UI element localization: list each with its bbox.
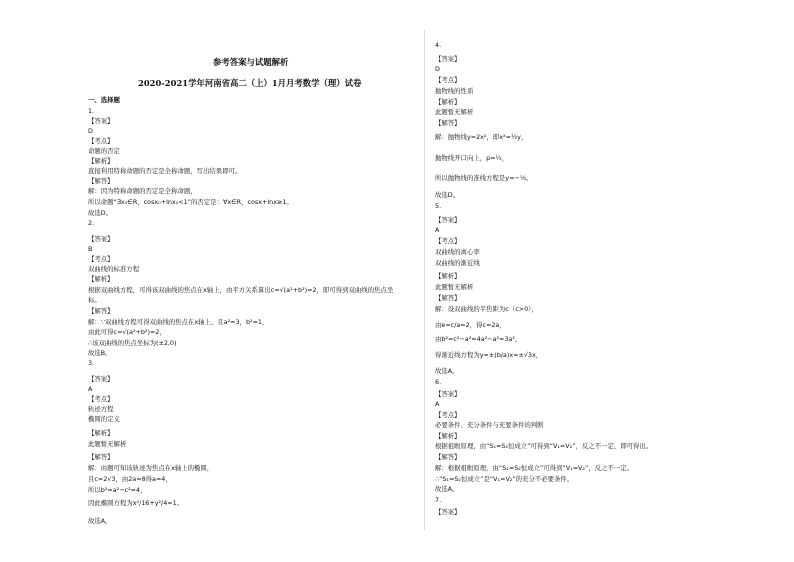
left-line: 此题暂无解析 [88, 440, 127, 448]
right-line: 【解答】 [435, 119, 461, 127]
left-line: 双曲线的标准方程 [88, 265, 140, 273]
left-line: 【考点】 [88, 395, 114, 403]
left-line: 标。 [88, 296, 101, 304]
left-line: 由此可得c=√(a²+b²)=2， [88, 328, 166, 336]
left-line: 根据双曲线方程，可得该双曲线的焦点在x轴上，由平方关系算出c=√(a²+b²)=2，即可得到双曲线的焦点坐 [88, 286, 394, 294]
left-line: D [88, 127, 93, 135]
right-line: 6. [435, 378, 442, 386]
left-line: 【考点】 [88, 137, 114, 145]
right-line: ∴“S₁=S₂恒成立”是“V₁=V₂”的充分不必要条件。 [435, 475, 574, 483]
left-line: 【解析】 [88, 275, 114, 283]
right-line: A [435, 400, 440, 408]
right-line: 解：抛物线y=2x²，即x²=½y， [435, 133, 528, 141]
right-line: 5. [435, 202, 442, 210]
left-line: B [88, 245, 93, 253]
left-line: 【解析】 [88, 157, 114, 165]
doc-title: 参考答案与试题解析 [213, 57, 289, 67]
right-line: 由b²=c²−a²=4a²−a²=3a²， [435, 335, 522, 343]
right-line: 得渐近线方程为y=±(b/a)x=±√3x， [435, 351, 543, 359]
section-heading: 一、选择题 [88, 96, 120, 104]
right-line: 抛物线开口向上，p=¼， [435, 154, 509, 162]
left-line: 1. [88, 107, 95, 115]
column-divider [424, 30, 425, 530]
right-line: D [435, 65, 440, 73]
left-line: 解：∵双曲线方程可得双曲线的焦点在x轴上，且a²=3，b²=1， [88, 318, 269, 326]
right-line: 【考点】 [435, 76, 461, 84]
left-line: 3. [88, 359, 95, 367]
right-line: 【解答】 [435, 294, 461, 302]
left-line: 所以命题“∃x₀∈R，cosx₀+lnx₀<1”的否定是：∀x∈R，cosx+lnx≥1。 [88, 198, 293, 206]
right-line: 所以抛物线的准线方程是y=−⅛。 [435, 174, 533, 182]
left-line: 2. [88, 219, 95, 227]
left-line: 【解析】 [88, 429, 114, 437]
right-line: 【解析】 [435, 272, 461, 280]
right-line: 故选A。 [435, 485, 459, 493]
right-line: 由e=c/a=2，得c=2a， [435, 321, 506, 329]
right-line: 【解答】 [435, 453, 461, 461]
left-line: 轨迹方程 [88, 405, 114, 413]
left-line: 【答案】 [88, 375, 114, 383]
left-line: 【解答】 [88, 453, 114, 461]
left-line: 解：由题可知该轨迹为焦点在x轴上的椭圆， [88, 464, 214, 472]
right-line: 7. [435, 496, 442, 504]
doc-subtitle: 2020-2021学年河南省高二（上）1月月考数学（理）试卷 [138, 78, 362, 88]
right-line: 4. [435, 41, 442, 49]
right-line: 【答案】 [435, 390, 461, 398]
right-line: 【答案】 [435, 508, 461, 516]
right-line: 【考点】 [435, 237, 461, 245]
left-line: 因此椭圆方程为x²/16+y²/4=1。 [88, 499, 184, 507]
right-line: 抛物线的性质 [435, 87, 474, 95]
right-line: 双曲线的渐近线 [435, 259, 480, 267]
right-line: 此题暂无解析 [435, 283, 474, 291]
right-line: 【答案】 [435, 55, 461, 63]
right-line: 故选A。 [435, 367, 459, 375]
right-line: 【答案】 [435, 216, 461, 224]
right-line: 必要条件、充分条件与充要条件的判断 [435, 421, 544, 429]
left-line: 故选A。 [88, 517, 112, 525]
right-line: 【解析】 [435, 432, 461, 440]
left-line: 直接利用特称命题的否定是全称命题，写出结果即可。 [88, 167, 242, 175]
left-line: 【解答】 [88, 177, 114, 185]
left-line: 且c=2√3，由2a=8得a=4， [88, 475, 172, 483]
left-line: ∴该双曲线的焦点坐标为(±2,0) [88, 339, 177, 347]
left-line: 解：因为特称命题的否定是全称命题， [88, 187, 197, 195]
left-line: 所以b²=a²−c²=4， [88, 486, 147, 494]
right-line: 【解析】 [435, 98, 461, 106]
left-line: A [88, 385, 93, 393]
left-line: 故选D。 [88, 209, 113, 217]
left-line: 【解答】 [88, 307, 114, 315]
right-line: 解：设双曲线的半焦距为c（c>0）， [435, 305, 538, 313]
right-line: A [435, 226, 440, 234]
right-line: 故选D。 [435, 191, 460, 199]
right-line: 解：根据祖暅原理，由“S₁=S₂恒成立”可得到“V₁=V₂”，反之不一定。 [435, 464, 634, 472]
left-line: 命题的否定 [88, 147, 120, 155]
left-line: 故选B。 [88, 349, 112, 357]
right-line: 此题暂无解析 [435, 108, 474, 116]
right-line: 双曲线的离心率 [435, 248, 480, 256]
left-line: 椭圆的定义 [88, 415, 120, 423]
right-line: 【考点】 [435, 411, 461, 419]
right-line: 根据祖暅原理，由“S₁=S₂恒成立”可得到“V₁=V₂”，反之不一定，即可得出。 [435, 442, 653, 450]
left-line: 【答案】 [88, 235, 114, 243]
left-line: 【考点】 [88, 255, 114, 263]
left-line: 【答案】 [88, 117, 114, 125]
